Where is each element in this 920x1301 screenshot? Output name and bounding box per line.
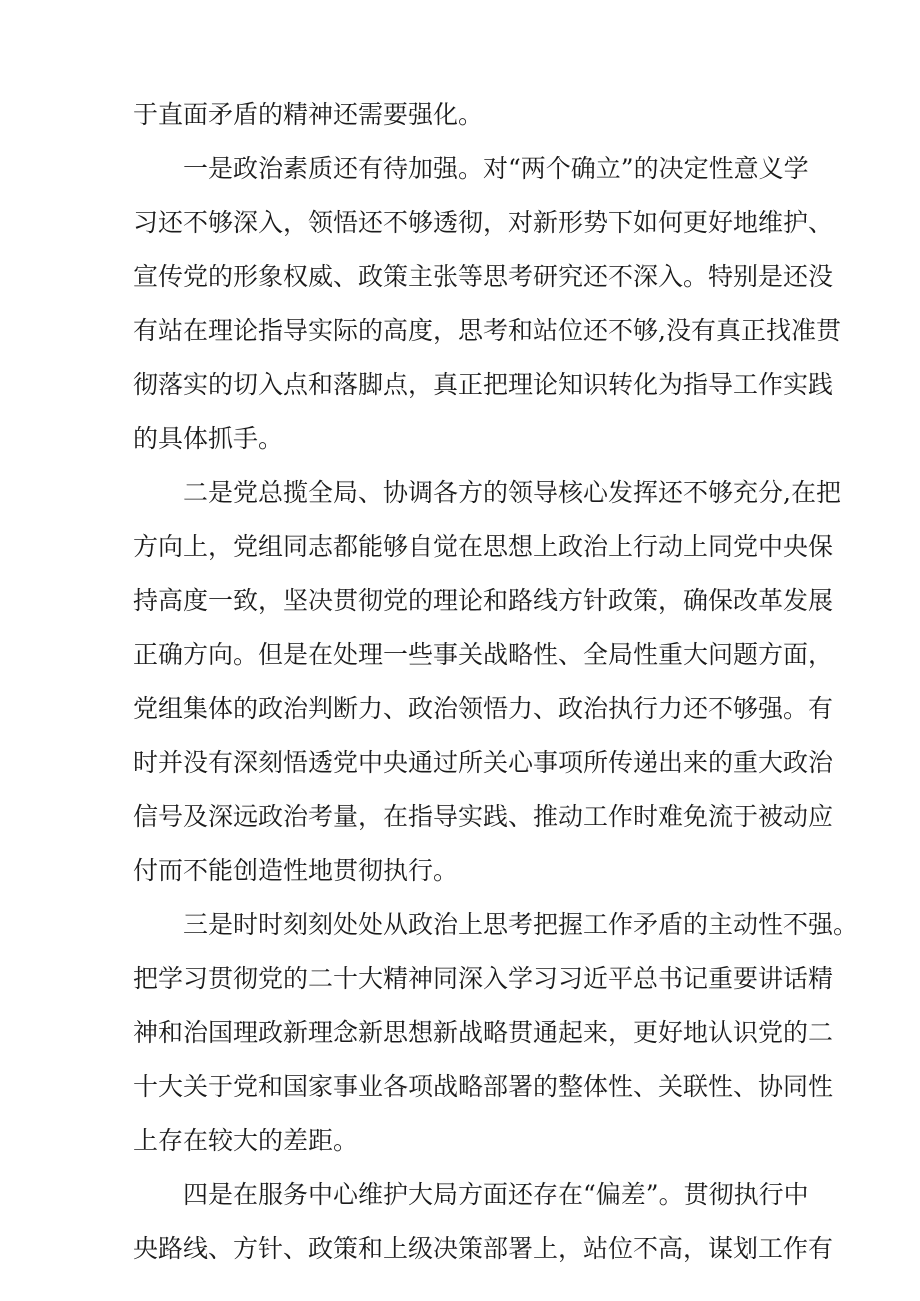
text-line: 于直面矛盾的精神还需要强化。 [133, 100, 484, 129]
text-line: 时并没有深刻悟透党中央通过所关心事项所传递出来的重大政治 [133, 748, 834, 777]
text-line: 把学习贯彻党的二十大精神同深入学习习近平总书记重要讲话精 [133, 964, 834, 993]
text-line: 央路线、方针、政策和上级决策部署上，站位不高，谋划工作有 [133, 1234, 834, 1263]
text-line: 的具体抓手。 [133, 424, 284, 453]
text-line: 方向上，党组同志都能够自觉在思想上政治上行动上同党中央保 [133, 532, 834, 561]
document-body [133, 88, 859, 1276]
text-line: 二是党总揽全局、协调各方的领导核心发挥还不够充分,在把 [183, 478, 841, 507]
text-line: 三是时时刻刻处处从政治上思考把握工作矛盾的主动性不强。 [183, 910, 859, 939]
text-line: 上存在较大的差距。 [133, 1126, 359, 1155]
text-line: 信号及深远政治考量，在指导实践、推动工作时难免流于被动应 [133, 802, 834, 831]
text-line: 习还不够深入，领悟还不够透彻，对新形势下如何更好地维护、 [133, 208, 834, 237]
text-line: 一是政治素质还有待加强。对“两个确立”的决定性意义学 [183, 154, 809, 183]
text-line: 党组集体的政治判断力、政治领悟力、政治执行力还不够强。有 [133, 694, 834, 723]
text-line: 付而不能创造性地贯彻执行。 [133, 856, 459, 885]
text-line: 神和治国理政新理念新思想新战略贯通起来，更好地认识党的二 [133, 1018, 834, 1047]
text-line: 彻落实的切入点和落脚点，真正把理论知识转化为指导工作实践 [133, 370, 834, 399]
text-line: 宣传党的形象权威、政策主张等思考研究还不深入。特别是还没 [133, 262, 834, 291]
text-line: 四是在服务中心维护大局方面还存在“偏差”。贯彻执行中 [183, 1180, 809, 1209]
text-line: 十大关于党和国家事业各项战略部署的整体性、关联性、协同性 [133, 1072, 834, 1101]
text-line: 持高度一致，坚决贯彻党的理论和路线方针政策，确保改革发展 [133, 586, 834, 615]
text-line: 正确方向。但是在处理一些事关战略性、全局性重大问题方面， [133, 640, 834, 669]
text-line: 有站在理论指导实际的高度，思考和站位还不够,没有真正找准贯 [133, 316, 841, 345]
